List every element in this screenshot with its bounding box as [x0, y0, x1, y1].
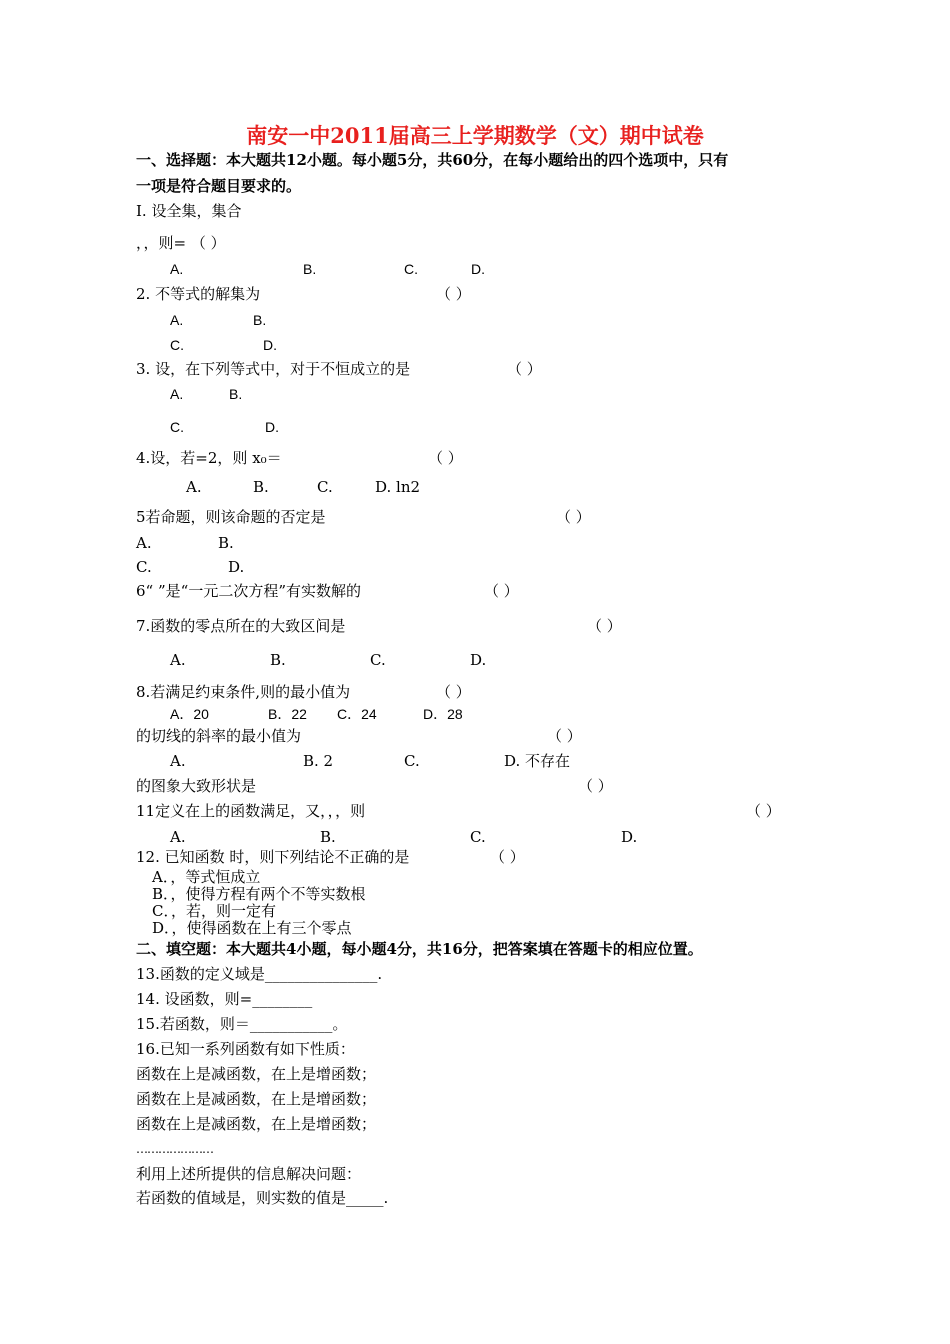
q4-answer-paren: （ ） [428, 449, 463, 467]
page-title: 南安一中2011届高三上学期数学（文）期中试卷 [246, 123, 704, 148]
q1-continuation: ，，则= （ ） [136, 234, 226, 252]
q4-stem: 4.设，若=2，则 x₀＝ [136, 449, 282, 467]
q5-answer-paren: （ ） [556, 508, 591, 526]
q11-answer-paren: （ ） [746, 802, 781, 820]
q9-option-a: A. [170, 752, 186, 770]
q14-line [136, 989, 312, 1009]
q6-answer-paren: （ ） [484, 582, 519, 600]
q8-option-b: B．22 [268, 706, 307, 722]
q5-option-c: C. [136, 558, 152, 576]
q11-option-d: D. [621, 828, 638, 846]
q13-line [136, 964, 382, 984]
q4-option-d: D. ln2 [375, 478, 421, 496]
q11-option-a: A. [170, 828, 186, 846]
q9-answer-paren: （ ） [547, 727, 582, 745]
q13-end: . [377, 965, 383, 983]
q16-line-3: 函数在上是减函数，在上是增函数； [136, 1115, 377, 1133]
q2-option-c: C. [170, 337, 184, 353]
q12-option-b: B．，使得方程有两个不等实数根 [152, 885, 366, 903]
q9-option-d: D. 不存在 [504, 752, 571, 770]
q12-option-d: D．，使得函数在上有三个零点 [152, 919, 352, 937]
q16-end: . [383, 1189, 389, 1207]
q16-use: 利用上述所提供的信息解决问题： [136, 1165, 362, 1183]
q11-option-c: C. [470, 828, 486, 846]
q8-stem: 8.若满足约束条件,则的最小值为 [136, 683, 351, 701]
q8-answer-paren: （ ） [436, 683, 471, 701]
q3-answer-paren: （ ） [507, 360, 542, 378]
q16-ask: 若函数的值域是，则实数的值是 [136, 1189, 347, 1207]
q2-option-d: D. [263, 337, 277, 353]
q13-blank: _______________ [264, 965, 378, 983]
q1-stem: I. 设全集，集合 [136, 202, 242, 220]
q5-option-d: D. [228, 558, 245, 576]
q9-stem: 的切线的斜率的最小值为 [136, 727, 302, 745]
q15-text: 15.若函数，则＝ [136, 1015, 250, 1033]
q10-answer-paren: （ ） [578, 777, 613, 795]
q4-option-a: A. [186, 478, 202, 496]
q1-option-c: C. [404, 261, 418, 277]
section1-header-line1: 一、选择题：本大题共12小题。每小题5分，共60分，在每小题给出的四个选项中，只有 [136, 151, 729, 169]
q12-option-a: A．，等式恒成立 [152, 868, 261, 886]
q7-answer-paren: （ ） [587, 617, 622, 635]
q1-option-a: A. [170, 261, 184, 277]
q9-option-c: C. [404, 752, 420, 770]
q11-option-b: B. [320, 828, 336, 846]
q4-option-c: C. [317, 478, 333, 496]
q11-stem: 11定义在上的函数满足，又，，，则 [136, 802, 366, 820]
section2-header: 二、填空题：本大题共4小题，每小题4分，共16分，把答案填在答题卡的相应位置。 [136, 940, 703, 958]
q7-option-b: B. [270, 651, 286, 669]
q8-option-a: A．20 [170, 706, 209, 722]
q1-option-d: D. [471, 261, 485, 277]
q9-option-b: B. 2 [303, 752, 334, 770]
q10-stem: 的图象大致形状是 [136, 777, 257, 795]
q5-option-b: B. [218, 534, 234, 552]
q16-ask-line [136, 1188, 388, 1208]
q13-text: 13.函数的定义域是 [136, 965, 265, 983]
q7-option-c: C. [370, 651, 386, 669]
q16-line-1: 函数在上是减函数，在上是增函数； [136, 1065, 377, 1083]
q5-option-a: A. [136, 534, 152, 552]
q1-option-b: B. [303, 261, 317, 277]
q4-option-b: B. [253, 478, 269, 496]
q14-text: 14. 设函数，则= [136, 990, 253, 1008]
q8-option-d: D．28 [423, 706, 463, 722]
q7-option-d: D. [470, 651, 487, 669]
q3-stem: 3. 设，在下列等式中，对于不恒成立的是 [136, 360, 411, 378]
q16-dots: ………………… [136, 1142, 213, 1156]
q7-option-a: A. [170, 651, 186, 669]
q3-option-a: A. [170, 386, 184, 402]
q2-option-a: A. [170, 312, 184, 328]
q12-answer-paren: （ ） [490, 848, 525, 866]
q6-stem: 6“ ”是“一元二次方程”有实数解的 [136, 582, 361, 600]
section1-header-line2: 一项是符合题目要求的。 [136, 177, 302, 195]
q2-answer-paren: （ ） [436, 285, 471, 303]
q15-end: 。 [332, 1015, 348, 1033]
q16-intro: 16.已知一系列函数有如下性质： [136, 1040, 355, 1058]
q12-stem: 12. 已知函数 时，则下列结论不正确的是 [136, 848, 410, 866]
q3-option-d: D. [265, 419, 279, 435]
q15-blank: ___________ [249, 1015, 333, 1033]
q16-line-2: 函数在上是减函数，在上是增函数； [136, 1090, 377, 1108]
q5-stem: 5若命题，则该命题的否定是 [136, 508, 326, 526]
q15-line [136, 1014, 347, 1034]
q12-option-c: C．，若，则一定有 [152, 902, 276, 920]
q2-stem: 2. 不等式的解集为 [136, 285, 261, 303]
q8-option-c: C．24 [337, 706, 377, 722]
q3-option-b: B. [229, 386, 243, 402]
q2-option-b: B. [253, 312, 267, 328]
q7-stem: 7.函数的零点所在的大致区间是 [136, 617, 346, 635]
q14-blank: ________ [252, 990, 313, 1008]
q16-blank: _____ [346, 1189, 384, 1207]
q3-option-c: C. [170, 419, 184, 435]
